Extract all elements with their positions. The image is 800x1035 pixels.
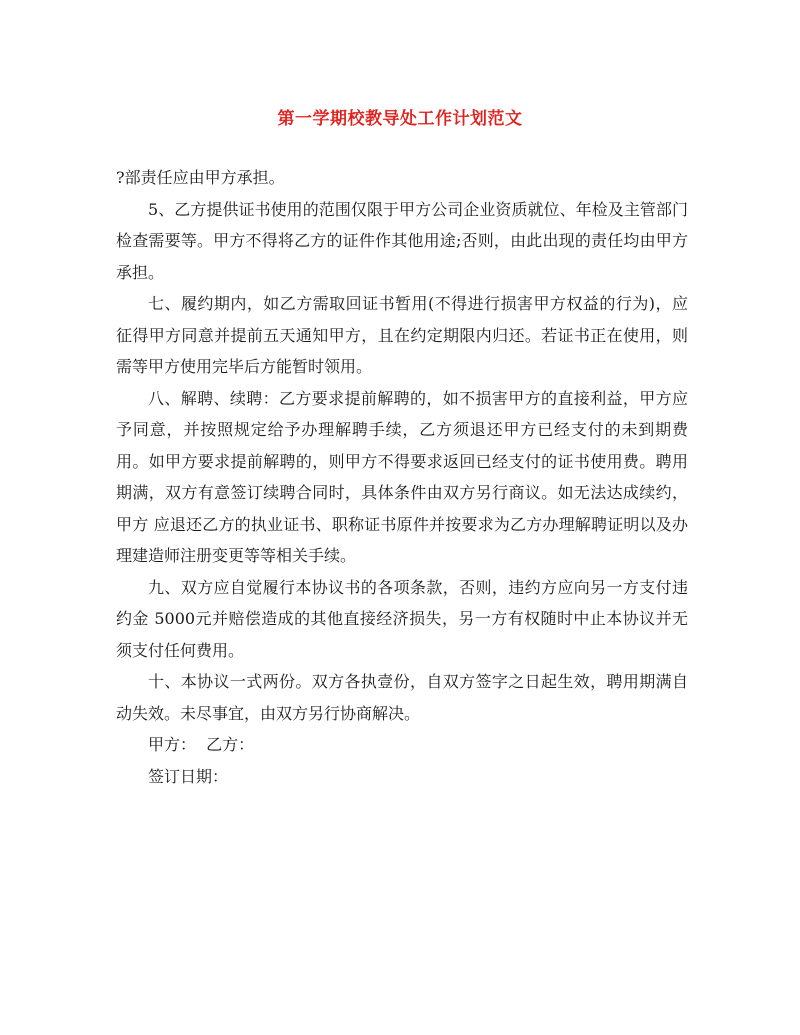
paragraph-clause-9: 九、双方应自觉履行本协议书的各项条款，否则，违约方应向另一方支付违约金 5000元并赔偿造成的其他直接经济损失，另一方有权随时中止本协议并无须支付任何费用。 bbox=[116, 577, 688, 660]
paragraph-clause-8: 八、解聘、续聘：乙方要求提前解聘的，如不损害甲方的直接利益，甲方应予同意，并按照规定给予办理解聘手续，乙方须退还甲方已经支付的未到期费 用。如甲方要求提前解聘的，则甲方不得要求返回已经支付的证书使用费。聘用期满，双方有意签订续聘合同时，具体条件由双方另行商议。如无法达成续约，甲方 应退还乙方的执业证书、职称证书原件并按要求为乙方办理解聘证明以及办理建造师注册变更等等相关手续。 bbox=[116, 388, 694, 565]
paragraph-clause-10: 十、本协议一式两份。双方各执壹份，自双方签字之日起生效，聘用期满自动失效。未尽事宜，由双方另行协商解决。 bbox=[116, 672, 688, 723]
document-body bbox=[116, 162, 694, 792]
paragraph-clause-5: 5、乙方提供证书使用的范围仅限于甲方公司企业资质就位、年检及主管部门检查需要等。甲方不得将乙方的证件作其他用途;否则，由此出现的责任均由甲方承担。 bbox=[116, 199, 688, 282]
paragraph-clause-7: 七、履约期内，如乙方需取回证书暂用(不得进行损害甲方权益的行为)，应征得甲方同意并提前五天通知甲方，且在约定期限内归还。若证书正在使用，则需等甲方使用完毕后方能暂时领用。 bbox=[116, 294, 688, 376]
signature-parties: 甲方： 乙方： bbox=[148, 735, 255, 754]
paragraph-continuation: ?部责任应由甲方承担。 bbox=[116, 168, 285, 187]
document-title: 第一学期校教导处工作计划范文 bbox=[277, 109, 523, 129]
signing-date: 签订日期： bbox=[148, 766, 229, 786]
